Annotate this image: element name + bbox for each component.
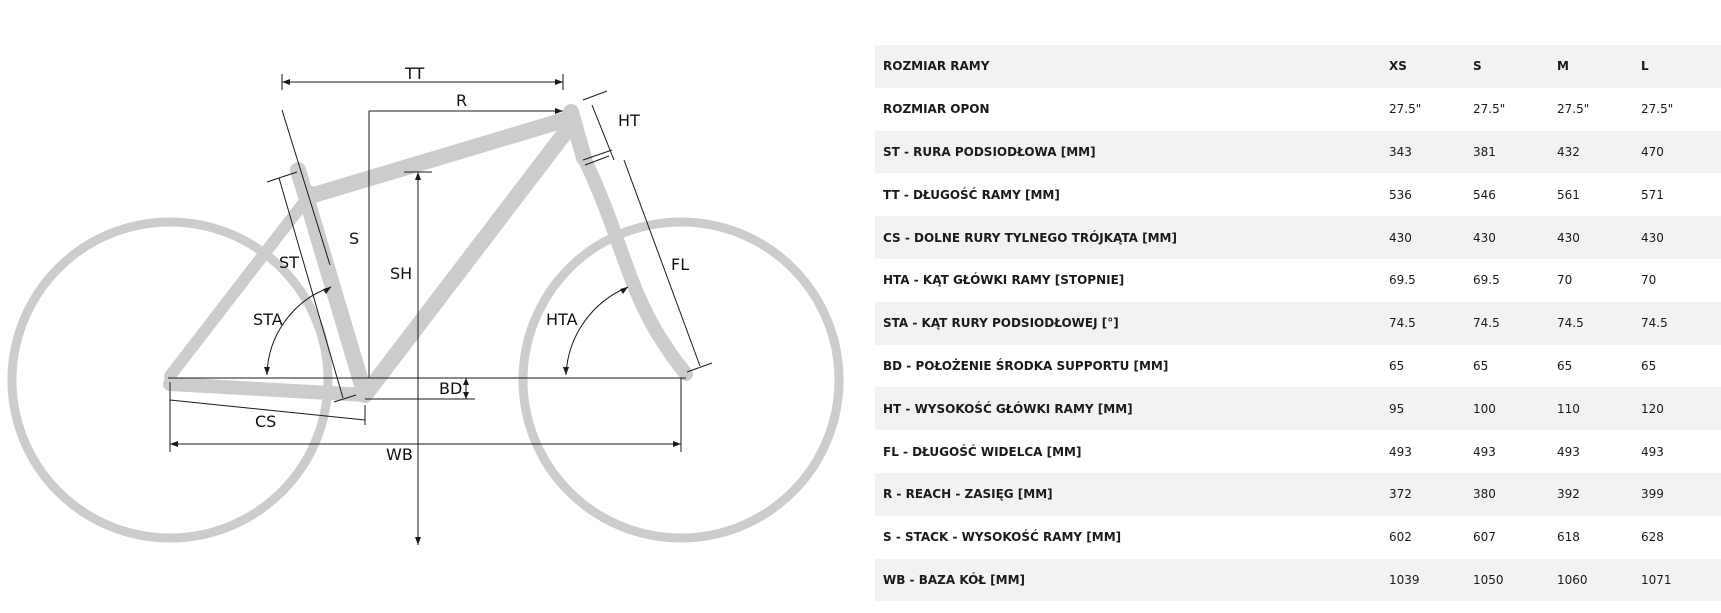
cell-value: 561 (1557, 187, 1580, 202)
size-s: S (1473, 45, 1557, 88)
cell-value: 493 (1389, 444, 1412, 459)
cell-value: 381 (1473, 131, 1557, 174)
table-row (875, 173, 1721, 216)
label-sta: STA (253, 310, 283, 329)
row-label: TT - DŁUGOŚĆ RAMY [MM] (883, 187, 1060, 202)
cell-value: 65 (1473, 358, 1489, 373)
label-st: ST (279, 253, 299, 272)
row-label: ST - RURA PODSIODŁOWA [MM] (875, 131, 1389, 174)
cell-value: 1050 (1473, 559, 1557, 602)
table-row (875, 473, 1721, 516)
cell-value: 430 (1389, 216, 1473, 259)
cell-value: 493 (1557, 444, 1580, 459)
row-label: HTA - KĄT GŁÓWKI RAMY [STOPNIE] (883, 273, 1125, 288)
cell-value: 100 (1473, 387, 1557, 430)
row-label: ROZMIAR OPON (883, 102, 990, 117)
cell-value: 65 (1389, 358, 1405, 373)
label-bd: BD (439, 379, 463, 398)
header-label: ROZMIAR RAMY (875, 45, 1389, 88)
table-header-row (875, 45, 1721, 88)
cell-value: 380 (1473, 473, 1557, 516)
cell-value: 546 (1473, 187, 1496, 202)
table-row (875, 88, 1721, 131)
cell-value: 1039 (1389, 559, 1473, 602)
cell-value: 628 (1641, 530, 1664, 545)
row-label: BD - POŁOŻENIE ŚRODKA SUPPORTU [MM] (883, 358, 1169, 373)
row-label: R - REACH - ZASIĘG [MM] (875, 473, 1389, 516)
cell-value: 1060 (1557, 559, 1641, 602)
cell-value: 74.5 (1641, 302, 1721, 345)
frame-tubes (170, 112, 686, 395)
cell-value: 432 (1557, 131, 1641, 174)
hta-arc (566, 287, 628, 375)
cell-value: 372 (1389, 473, 1473, 516)
table-row (875, 516, 1721, 559)
cell-value: 27.5" (1641, 102, 1674, 117)
row-label: HT - WYSOKOŚĆ GŁÓWKI RAMY [MM] (875, 387, 1389, 430)
cell-value: 399 (1641, 473, 1721, 516)
label-s: S (349, 229, 360, 248)
cell-value: 69.5 (1473, 273, 1500, 288)
cell-value: 571 (1641, 187, 1664, 202)
table-row (875, 387, 1721, 430)
label-wb: WB (386, 445, 413, 464)
cell-value: 430 (1473, 216, 1557, 259)
row-label: STA - KĄT RURY PODSIODŁOWEJ [°] (875, 302, 1389, 345)
cell-value: 618 (1557, 530, 1580, 545)
row-label: FL - DŁUGOŚĆ WIDELCA [MM] (883, 444, 1082, 459)
table-row (875, 131, 1721, 174)
cell-value: 343 (1389, 131, 1473, 174)
chain-stay (170, 384, 365, 395)
table-row (875, 345, 1721, 388)
ht-line (592, 105, 614, 160)
cell-value: 74.5 (1389, 302, 1473, 345)
cell-value: 27.5" (1557, 102, 1590, 117)
cell-value: 493 (1641, 444, 1664, 459)
label-fl: FL (671, 255, 690, 274)
cell-value: 69.5 (1389, 273, 1416, 288)
table-row (875, 559, 1721, 602)
cell-value: 70 (1641, 273, 1657, 288)
label-r: R (456, 91, 468, 110)
cell-value: 120 (1641, 387, 1721, 430)
cell-value: 65 (1641, 358, 1657, 373)
cell-value: 607 (1473, 530, 1496, 545)
label-sh: SH (390, 264, 413, 283)
cell-value: 392 (1557, 473, 1641, 516)
table-row (875, 259, 1721, 302)
cell-value: 27.5" (1389, 102, 1422, 117)
bike-geometry-diagram (0, 0, 860, 613)
cell-value: 65 (1557, 358, 1573, 373)
row-label: WB - BAZA KÓŁ [MM] (875, 559, 1389, 602)
row-label: CS - DOLNE RURY TYLNEGO TRÓJKĄTA [MM] (875, 216, 1389, 259)
size-m: M (1557, 45, 1641, 88)
head-tube (571, 112, 584, 158)
cell-value: 70 (1557, 273, 1573, 288)
cell-value: 27.5" (1473, 102, 1506, 117)
size-l: L (1641, 45, 1721, 88)
cell-value: 95 (1389, 387, 1473, 430)
table-row (875, 430, 1721, 473)
label-ht: HT (618, 111, 640, 130)
cell-value: 1071 (1641, 559, 1721, 602)
table-row (875, 216, 1721, 259)
cell-value: 602 (1389, 530, 1412, 545)
cell-value: 110 (1557, 387, 1641, 430)
cell-value: 74.5 (1473, 302, 1557, 345)
geometry-table (875, 45, 1721, 601)
geometry-svg (0, 0, 860, 613)
row-label: S - STACK - WYSOKOŚĆ RAMY [MM] (883, 530, 1122, 545)
label-cs: CS (255, 412, 277, 431)
table-row (875, 302, 1721, 345)
cell-value: 493 (1473, 444, 1496, 459)
label-tt: TT (405, 64, 425, 83)
cell-value: 470 (1641, 131, 1721, 174)
cell-value: 74.5 (1557, 302, 1641, 345)
cell-value: 430 (1557, 216, 1641, 259)
size-xs: XS (1389, 45, 1473, 88)
cell-value: 536 (1389, 187, 1412, 202)
cell-value: 430 (1641, 216, 1721, 259)
label-hta: HTA (546, 310, 578, 329)
